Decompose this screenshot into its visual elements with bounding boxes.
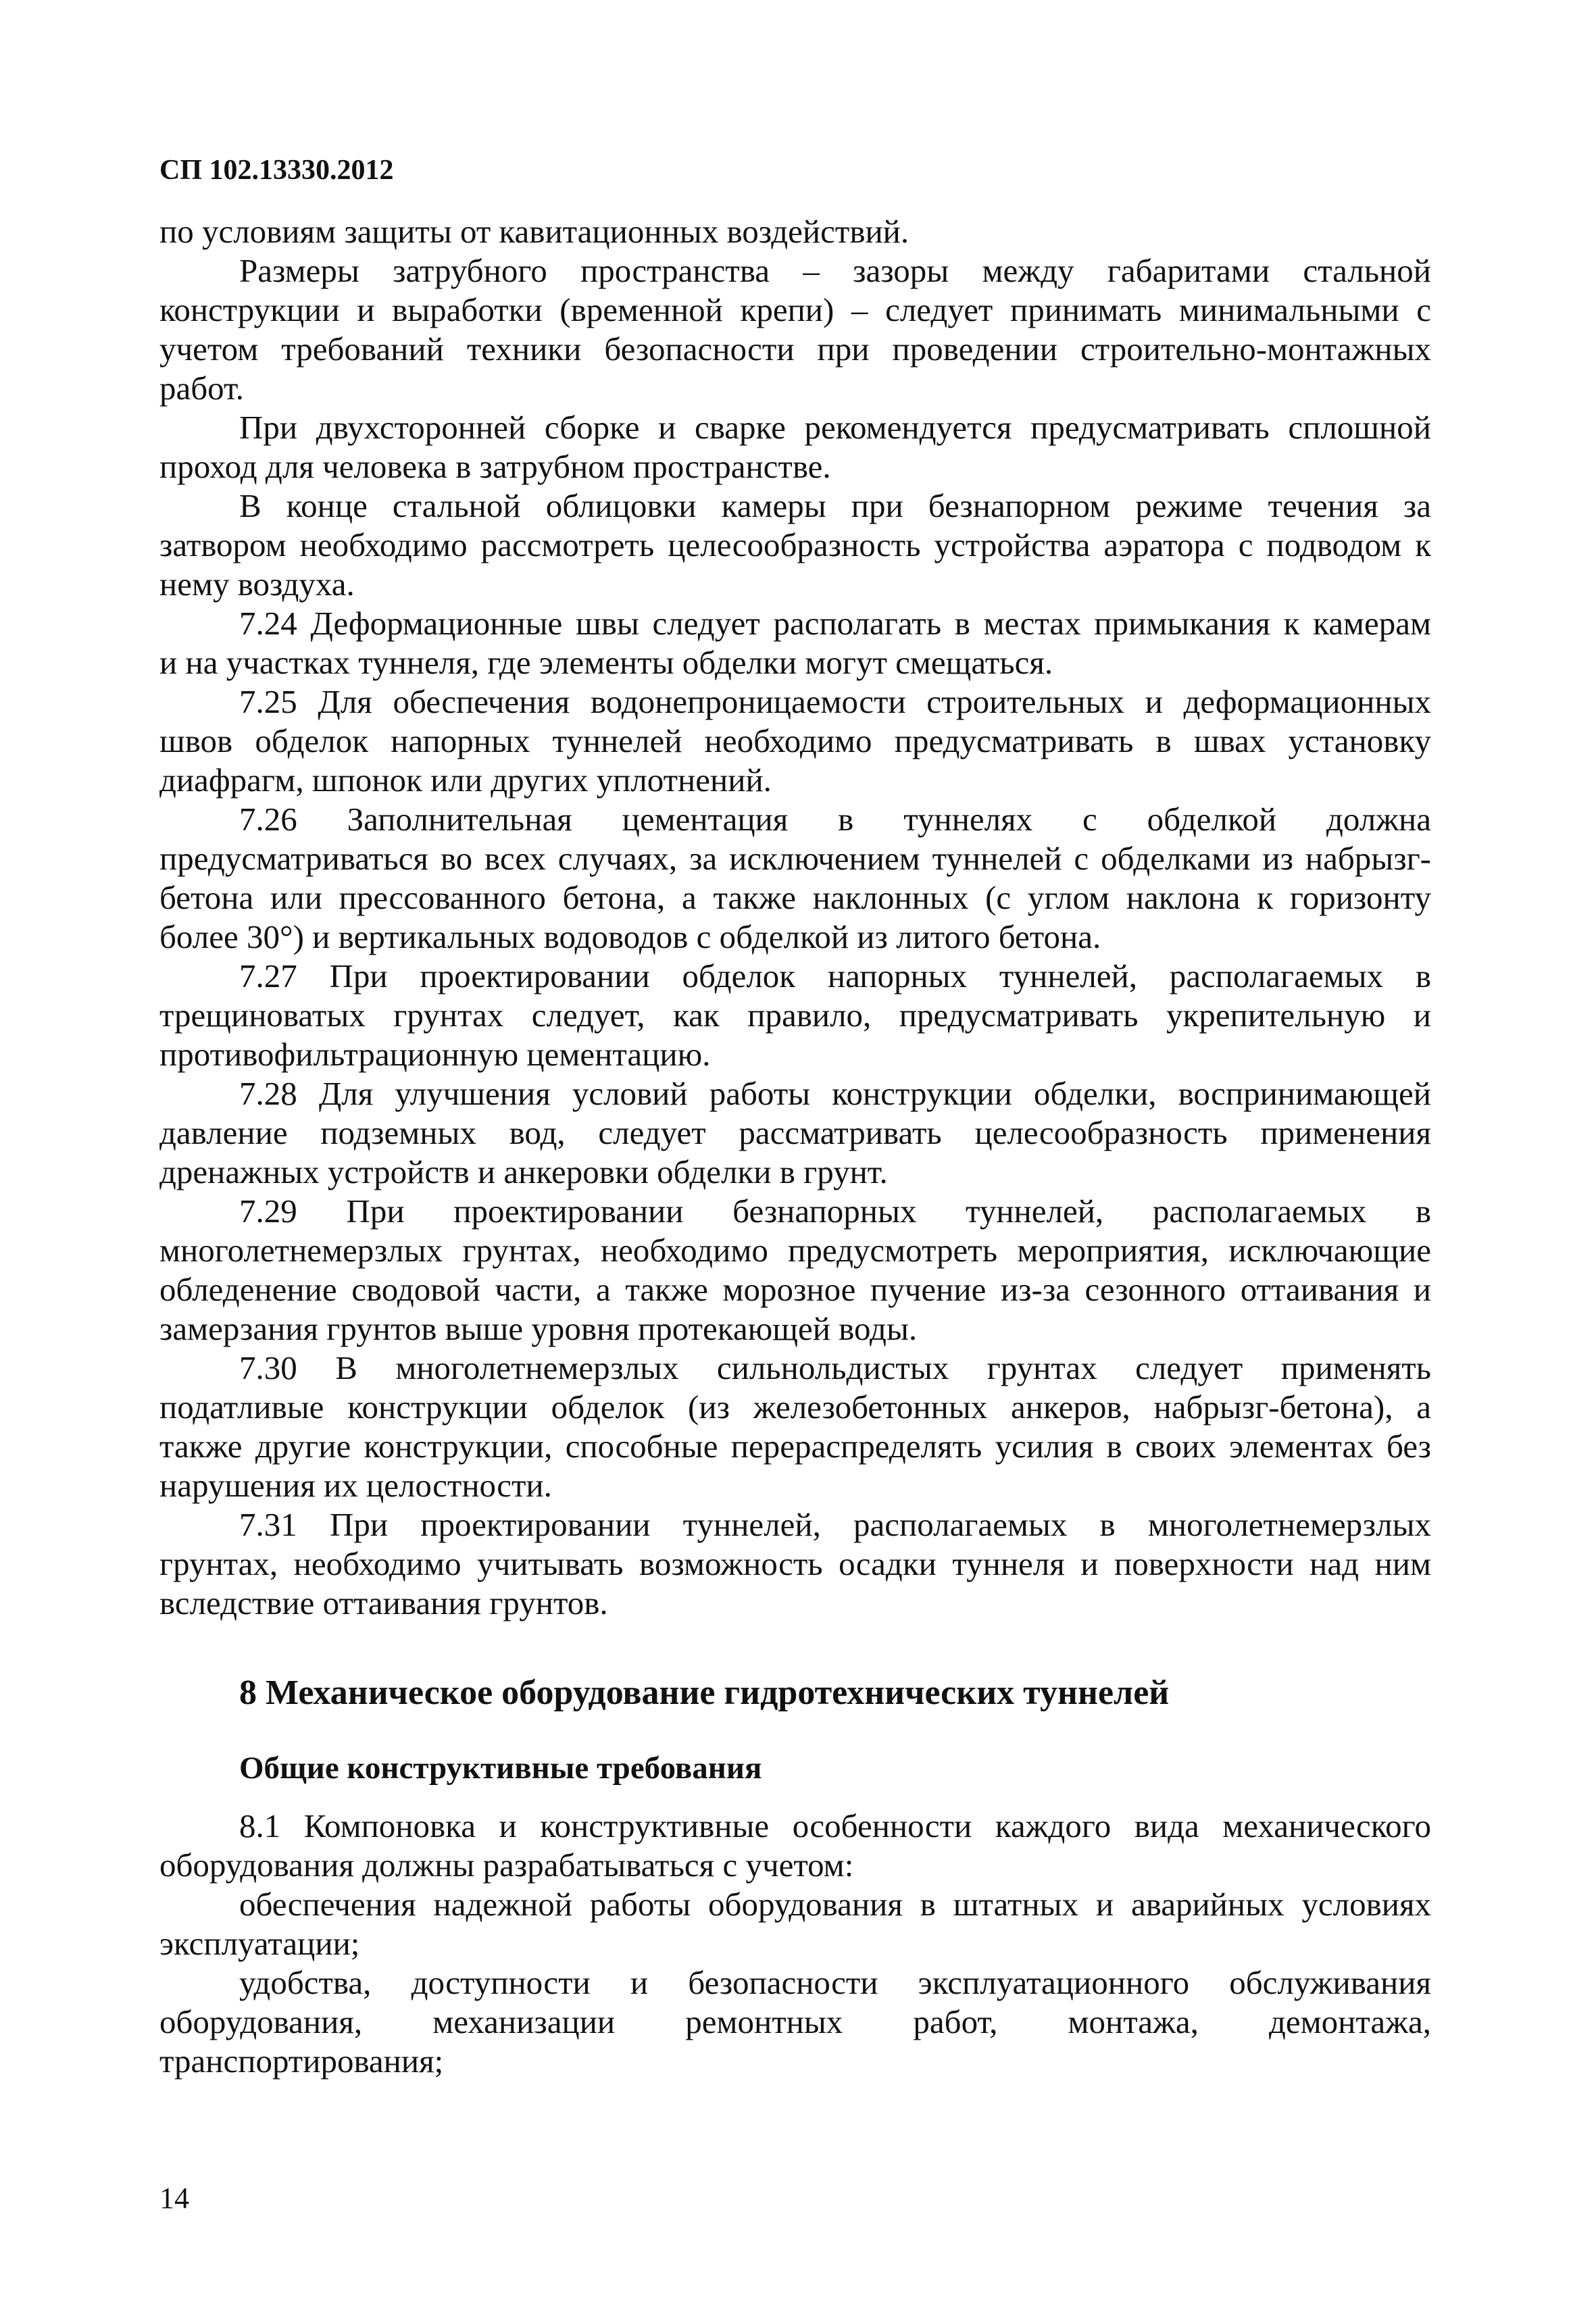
text-line: и на участках туннеля, где элементы обделки могут смещаться. [159, 644, 1053, 681]
subsection-heading: Общие конструктивные требования [239, 1751, 762, 1786]
paragraph [159, 408, 1431, 486]
text-line: затвором необходимо рассмотреть целесообразность устройства аэратора с подводом к [159, 526, 1431, 563]
text-line: обледенение сводовой части, а также морозное пучение из-за сезонного оттаивания и [159, 1271, 1431, 1308]
paragraph [159, 800, 1431, 957]
paragraph [159, 212, 1431, 251]
paragraph [159, 1074, 1431, 1192]
text-line: предусматриваться во всех случаях, за исключением туннелей с обделками из набрызг- [159, 840, 1431, 877]
text-line: 7.29 При проектировании безнапорных туннелей, располагаемых в [239, 1192, 1431, 1230]
text-line: учетом требований техники безопасности при проведении строительно-монтажных [159, 330, 1431, 368]
text-line: Размеры затрубного пространства – зазоры между габаритами стальной [239, 252, 1431, 289]
text-line: оборудования, механизации ремонтных работ, монтажа, демонтажа, [159, 2003, 1431, 2040]
document-code-header: СП 102.13330.2012 [159, 155, 394, 186]
text-line: работ. [159, 370, 245, 407]
body-text-block-1 [159, 212, 1431, 1623]
text-line: 7.24 Деформационные швы следует располагать в местах примыкания к камерам [239, 605, 1431, 642]
paragraph [159, 682, 1431, 800]
text-line: также другие конструкции, способные перераспределять усилия в своих элементах без [159, 1428, 1431, 1465]
text-line: В конце стальной облицовки камеры при безнапорном режиме течения за [239, 487, 1431, 524]
text-line: 7.27 При проектировании обделок напорных туннелей, располагаемых в [239, 957, 1431, 995]
paragraph [159, 1505, 1431, 1623]
text-line: диафрагм, шпонок или других уплотнений. [159, 761, 772, 799]
paragraph [159, 1885, 1431, 1963]
text-line: 7.26 Заполнительная цементация в туннелях с обделкой должна [239, 801, 1431, 838]
paragraph [159, 251, 1431, 408]
text-line: швов обделок напорных туннелей необходимо предусматривать в швах установку [159, 722, 1431, 759]
paragraph [159, 957, 1431, 1074]
paragraph [159, 1192, 1431, 1349]
text-line: податливые конструкции обделок (из железобетонных анкеров, набрызг-бетона), а [159, 1388, 1431, 1426]
text-line: оборудования должны разрабатываться с учетом: [159, 1846, 854, 1884]
text-line: эксплуатации; [159, 1925, 360, 1962]
paragraph [159, 604, 1431, 682]
text-line: вследствие оттаивания грунтов. [159, 1584, 608, 1621]
text-line: грунтах, необходимо учитывать возможность осадки туннеля и поверхности над ним [159, 1545, 1431, 1582]
text-line: дренажных устройств и анкеровки обделки в грунт. [159, 1153, 888, 1190]
text-line: давление подземных вод, следует рассматривать целесообразность применения [159, 1114, 1431, 1151]
text-line: противофильтрационную цементацию. [159, 1036, 711, 1073]
text-line: 7.30 В многолетнемерзлых сильнольдистых грунтах следует применять [239, 1349, 1431, 1386]
section-heading: 8 Механическое оборудование гидротехнических туннелей [239, 1674, 1170, 1712]
text-line: При двухсторонней сборке и сварке рекомендуется предусматривать сплошной [239, 409, 1431, 446]
page-number: 14 [159, 2182, 189, 2215]
text-line: 7.28 Для улучшения условий работы конструкции обделки, воспринимающей [239, 1075, 1431, 1112]
text-line: нему воздуха. [159, 565, 355, 603]
paragraph [159, 1807, 1431, 1885]
text-line: 7.31 При проектировании туннелей, располагаемых в многолетнемерзлых [239, 1506, 1431, 1543]
paragraph [159, 1349, 1431, 1505]
text-line: замерзания грунтов выше уровня протекающей воды. [159, 1310, 918, 1347]
text-line: транспортирования; [159, 2042, 444, 2080]
text-line: 8.1 Компоновка и конструктивные особенности каждого вида механического [239, 1807, 1431, 1844]
text-line: по условиям защиты от кавитационных воздействий. [159, 213, 909, 250]
paragraph [159, 1963, 1431, 2081]
text-line: нарушения их целостности. [159, 1467, 552, 1504]
text-line: более 30°) и вертикальных водоводов с обделкой из литого бетона. [159, 918, 1101, 955]
text-line: конструкции и выработки (временной крепи) – следует принимать минимальными с [159, 291, 1431, 328]
text-line: проход для человека в затрубном пространстве. [159, 448, 831, 485]
text-line: трещиноватых грунтах следует, как правило, предусматривать укрепительную и [159, 997, 1431, 1034]
text-line: обеспечения надежной работы оборудования в штатных и аварийных условиях [239, 1886, 1431, 1923]
text-line: многолетнемерзлых грунтах, необходимо предусмотреть мероприятия, исключающие [159, 1232, 1431, 1269]
body-text-block-2 [159, 1807, 1431, 2081]
text-line: 7.25 Для обеспечения водонепроницаемости строительных и деформационных [239, 683, 1431, 720]
paragraph [159, 486, 1431, 604]
text-line: удобства, доступности и безопасности эксплуатационного обслуживания [239, 1964, 1431, 2001]
text-line: бетона или прессованного бетона, а также наклонных (с углом наклона к горизонту [159, 879, 1431, 916]
